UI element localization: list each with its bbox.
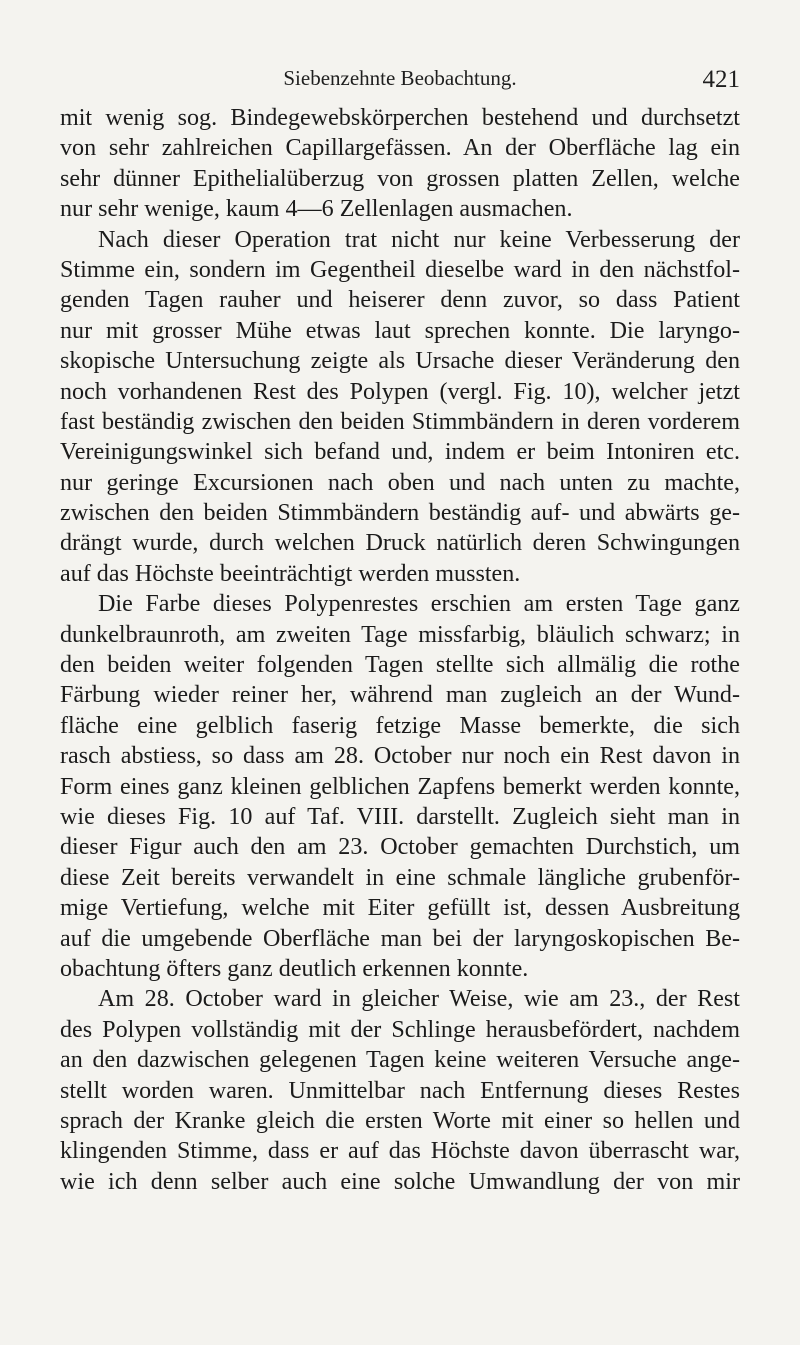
page-number: 421 xyxy=(702,66,740,93)
text-line: Färbung wieder reiner her, während man zugleich an der Wund- xyxy=(60,682,740,709)
text-line: zwischen den beiden Stimmbändern beständig auf- und abwärts ge- xyxy=(60,500,740,527)
text-line: sehr dünner Epithelialüberzug von grossen platten Zellen, welche xyxy=(60,165,740,192)
text-line: drängt wurde, durch welchen Druck natürlich deren Schwingungen xyxy=(60,530,740,557)
text-line: auf die umgebende Oberfläche man bei der laryngoskopischen Be- xyxy=(60,925,740,952)
body-text xyxy=(60,103,740,1197)
text-line: skopische Untersuchung zeigte als Ursache dieser Veränderung den xyxy=(60,348,740,375)
text-line: Vereinigungswinkel sich befand und, indem er beim Intoniren etc. xyxy=(60,439,740,466)
text-line: nur geringe Excursionen nach oben und nach unten zu machte, xyxy=(60,469,740,496)
text-line: obachtung öfters ganz deutlich erkennen konnte. xyxy=(60,955,529,982)
text-line: rasch abstiess, so dass am 28. October nur noch ein Rest davon in xyxy=(60,743,740,770)
paragraph-1 xyxy=(60,103,740,225)
text-line: Form eines ganz kleinen gelblichen Zapfens bemerkt werden konnte, xyxy=(60,773,740,800)
text-line: von sehr zahlreichen Capillargefässen. An der Oberfläche lag ein xyxy=(60,135,740,162)
text-line: den beiden weiter folgenden Tagen stellte sich allmälig die rothe xyxy=(60,652,740,679)
text-line: Am 28. October ward in gleicher Weise, wie am 23., der Rest xyxy=(98,986,740,1013)
text-line: nur mit grosser Mühe etwas laut sprechen konnte. Die laryngo- xyxy=(60,317,740,344)
text-line: des Polypen vollständig mit der Schlinge herausbefördert, nachdem xyxy=(60,1016,740,1043)
text-line: fläche eine gelblich faserig fetzige Masse bemerkte, die sich xyxy=(60,712,740,739)
text-line: mit wenig sog. Bindegewebskörperchen bestehend und durchsetzt xyxy=(60,105,740,131)
text-line: diese Zeit bereits verwandelt in eine schmale längliche grubenför- xyxy=(60,864,740,891)
running-head xyxy=(60,66,740,96)
text-line: wie ich denn selber auch eine solche Umwandlung der von mir xyxy=(60,1168,740,1195)
text-line: dunkelbraunroth, am zweiten Tage missfarbig, bläulich schwarz; in xyxy=(60,621,740,648)
text-line: Nach dieser Operation trat nicht nur keine Verbesserung der xyxy=(98,226,740,253)
text-line: fast beständig zwischen den beiden Stimmbändern in deren vorderem xyxy=(60,408,740,435)
text-line: klingenden Stimme, dass er auf das Höchste davon überrascht war, xyxy=(60,1138,740,1165)
running-title: Siebenzehnte Beobachtung. xyxy=(283,66,517,90)
text-line: mige Vertiefung, welche mit Eiter gefüllt ist, dessen Ausbreitung xyxy=(60,895,740,922)
paragraph-4 xyxy=(60,984,740,1197)
text-line: dieser Figur auch den am 23. October gemachten Durchstich, um xyxy=(60,834,740,861)
text-line: noch vorhandenen Rest des Polypen (vergl. Fig. 10), welcher jetzt xyxy=(60,378,740,405)
text-line: auf das Höchste beeinträchtigt werden mussten. xyxy=(60,560,521,587)
text-line: Stimme ein, sondern im Gegentheil dieselbe ward in den nächstfol- xyxy=(60,256,740,283)
paragraph-2 xyxy=(60,225,740,590)
paragraph-3 xyxy=(60,589,740,984)
text-line: nur sehr wenige, kaum 4—6 Zellenlagen ausmachen. xyxy=(60,196,573,223)
text-line: an den dazwischen gelegenen Tagen keine weiteren Versuche ange- xyxy=(60,1047,740,1074)
text-line: Die Farbe dieses Polypenrestes erschien am ersten Tage ganz xyxy=(98,591,740,618)
text-line: stellt worden waren. Unmittelbar nach Entfernung dieses Restes xyxy=(60,1077,740,1104)
text-line: wie dieses Fig. 10 auf Taf. VIII. darstellt. Zugleich sieht man in xyxy=(60,803,740,830)
text-line: sprach der Kranke gleich die ersten Worte mit einer so hellen und xyxy=(60,1107,740,1134)
text-line: genden Tagen rauher und heiserer denn zuvor, so dass Patient xyxy=(60,287,740,314)
